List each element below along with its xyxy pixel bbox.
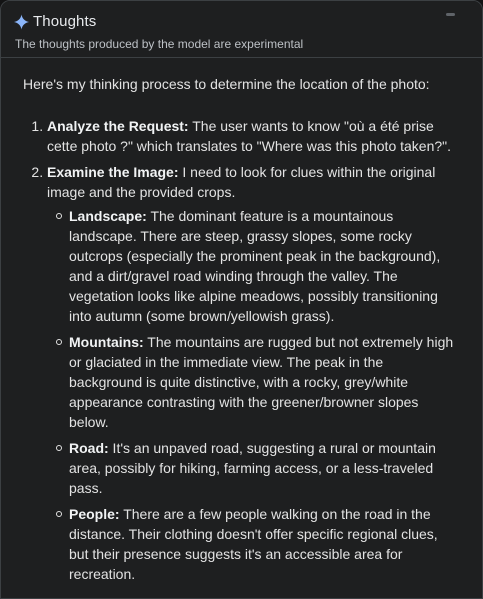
sub-points-list — [47, 206, 455, 584]
thought-steps-list — [23, 116, 455, 584]
sub-point-text: The dominant feature is a mountainous landscape. There are steep, grassy slopes, some rocky outcrops (especially the prominent peak in the background), and a dirt/gravel road winding through the valley. The vegetation looks like alpine meadows, possibly transitioning into autumn (some brown/yellowish grass). — [69, 208, 441, 324]
step-text: I need to look for clues within the original image and the provided crops. — [47, 164, 436, 200]
sparkle-icon — [14, 14, 29, 30]
thought-step — [47, 116, 455, 156]
sub-point — [69, 332, 455, 432]
panel-subtitle: The thoughts produced by the model are experimental — [15, 37, 304, 51]
step-term: Analyze the Request: — [47, 118, 189, 134]
sub-point-text: The mountains are rugged but not extremely high or glaciated in the immediate view. The peak in the background is quite distinctive, with a rocky, grey/white appearance contrasting with the greener/browner slopes below. — [69, 334, 454, 430]
panel-title: Thoughts — [33, 13, 97, 30]
thought-step — [47, 162, 455, 584]
title-row — [14, 13, 96, 30]
sub-point-text: It's an unpaved road, suggesting a rural or mountain area, possibly for hiking, farming access, or a less-traveled pass. — [69, 440, 436, 496]
sub-point — [69, 206, 455, 326]
sub-point — [69, 438, 455, 498]
step-term: Examine the Image: — [47, 164, 179, 180]
thoughts-scroll-area[interactable] — [1, 58, 482, 599]
sub-point-term: Road: — [69, 440, 109, 456]
thoughts-content — [23, 74, 455, 590]
sub-point-text: There are a few people walking on the road in the distance. Their clothing doesn't offer specific regional clues, but their presence suggests it's an accessible area for recreation. — [69, 506, 438, 582]
collapse-handle-icon[interactable] — [446, 13, 455, 16]
sub-point-term: Landscape: — [69, 208, 147, 224]
sub-point-term: Mountains: — [69, 334, 144, 350]
thoughts-intro: Here's my thinking process to determine the location of the photo: — [23, 76, 430, 92]
sub-point-term: People: — [69, 506, 120, 522]
thoughts-header[interactable] — [1, 1, 482, 58]
sub-point — [69, 504, 455, 584]
step-text: The user wants to know "où a été prise cette photo ?" which translates to "Where was this photo taken?". — [47, 118, 452, 154]
